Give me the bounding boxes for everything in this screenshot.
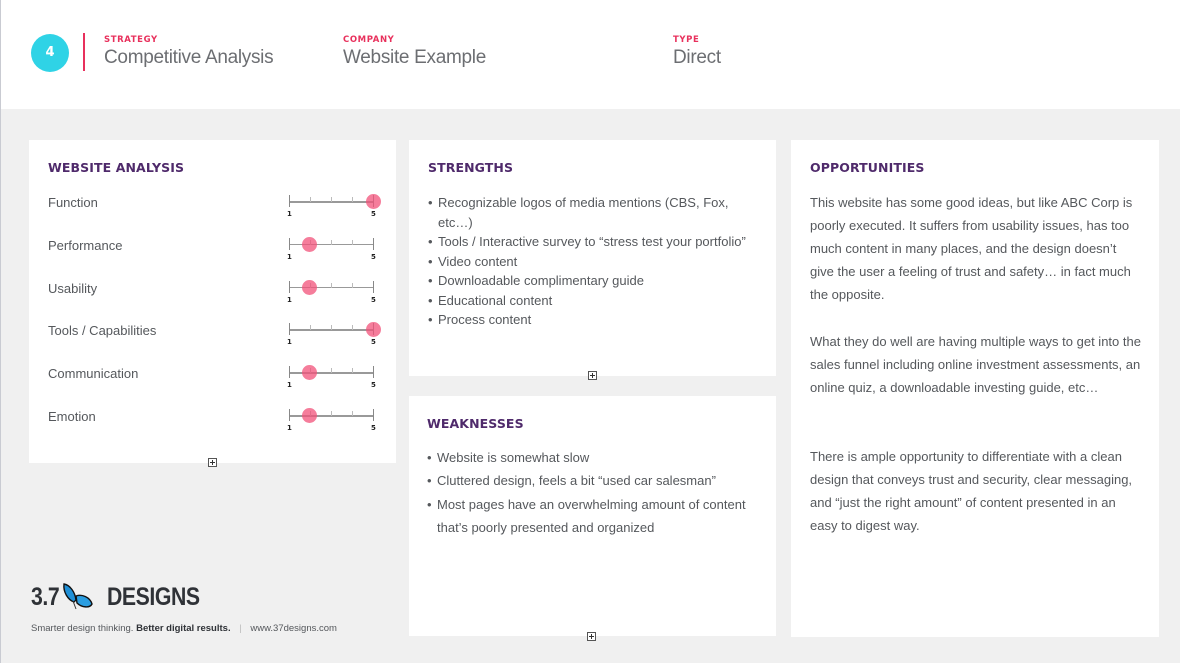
company-logo (31, 580, 216, 614)
list-item: • Tools / Interactive survey to “stress test your portfolio” (428, 232, 760, 252)
scale-tick (289, 323, 290, 335)
scale-min-label: 1 (287, 424, 292, 432)
strengths-list (428, 193, 760, 330)
scale-tick (352, 325, 353, 330)
rating-scale-slider[interactable] (288, 409, 374, 435)
list-item: • Downloadable complimentary guide (428, 271, 760, 291)
rating-scale-slider[interactable] (288, 323, 374, 349)
scale-tick (289, 366, 290, 378)
scale-tick (331, 197, 332, 202)
strategy-value: Competitive Analysis (104, 47, 274, 68)
rating-label: Performance (48, 237, 123, 253)
website-link[interactable]: www.37designs.com (250, 623, 337, 634)
website-analysis-card (29, 140, 396, 463)
scale-min-label: 1 (287, 295, 292, 304)
rating-label: Function (48, 195, 98, 210)
rating-row (48, 323, 388, 353)
scale-max-label: 5 (371, 295, 376, 304)
scale-tick (331, 283, 332, 288)
opportunities-paragraph-2: What they do well are having multiple ways to get into the sales funnel including online investment assessments, an online quiz, a downloadable investing guide, etc… (810, 334, 1141, 396)
list-item: • Process content (428, 310, 760, 330)
weaknesses-list (427, 446, 760, 539)
list-item: • Educational content (428, 291, 760, 311)
rating-row (48, 238, 388, 268)
rating-marker[interactable] (302, 237, 317, 252)
rating-marker[interactable] (302, 365, 317, 380)
scale-tick (352, 197, 353, 202)
rating-label: Emotion (48, 409, 96, 424)
scale-max-label: 5 (371, 252, 376, 261)
rating-row (48, 281, 388, 311)
list-item: • Most pages have an overwhelming amount of content that’s poorly presented and organized (427, 493, 760, 540)
type-label: TYPE (673, 35, 700, 45)
expand-icon[interactable] (208, 458, 217, 467)
strategy-field (104, 35, 273, 70)
tagline-bold: Better digital results. (136, 623, 231, 634)
rating-label: Usability (48, 280, 98, 296)
tagline-regular: Smarter design thinking. (31, 623, 134, 634)
company-field (343, 35, 486, 70)
list-item: • Cluttered design, feels a bit “used car salesman” (427, 469, 760, 492)
opportunities-paragraph-1: This website has some good ideas, but like ABC Corp is poorly executed. It suffers from usability issues, has too much content in many places, and the design doesn’t give the user a feeling of trust and safety… in fact much the opposite. (810, 195, 1133, 303)
rating-row (48, 409, 388, 439)
scale-tick (352, 411, 353, 416)
scale-tick (352, 368, 353, 373)
opportunities-title: OPPORTUNITIES (810, 160, 925, 175)
list-item: • Website is somewhat slow (427, 446, 760, 469)
opportunities-card (791, 140, 1159, 637)
expand-icon[interactable] (588, 371, 597, 380)
opportunities-paragraph-3: There is ample opportunity to differentiate with a clean design that conveys trust and security, clear messaging, and “just the right amount” of content presented in an easy to digest way. (810, 449, 1133, 534)
logo-text-right: DESIGNS (107, 583, 201, 611)
scale-tick (310, 325, 311, 330)
rating-scale-slider[interactable] (288, 366, 374, 392)
strengths-title: STRENGTHS (428, 160, 514, 175)
weaknesses-card (409, 396, 776, 636)
rating-marker[interactable] (366, 194, 381, 209)
scale-tick (373, 281, 374, 293)
rating-label: Tools / Capabilities (48, 323, 157, 339)
header-bar (1, 0, 1180, 109)
scale-max-label: 5 (371, 338, 376, 347)
scale-tick (373, 409, 374, 421)
rating-marker[interactable] (302, 408, 317, 423)
butterfly-icon (60, 582, 96, 612)
strengths-card (409, 140, 776, 376)
rating-marker[interactable] (366, 322, 381, 337)
scale-min-label: 1 (287, 252, 292, 261)
rating-scale-slider[interactable] (288, 195, 374, 221)
scale-tick (289, 409, 290, 421)
scale-min-label: 1 (287, 210, 292, 218)
scale-tick (352, 283, 353, 288)
scale-tick (373, 238, 374, 250)
scale-min-label: 1 (287, 381, 292, 390)
scale-max-label: 5 (371, 424, 376, 432)
type-field (673, 35, 721, 70)
scale-tick (331, 240, 332, 245)
scale-min-label: 1 (287, 338, 292, 347)
type-value: Direct (673, 47, 721, 68)
list-item: • Recognizable logos of media mentions (CBS, Fox, etc…) (428, 193, 760, 232)
scale-tick (331, 325, 332, 330)
scale-tick (352, 240, 353, 245)
list-item: • Video content (428, 252, 760, 272)
scale-tick (331, 411, 332, 416)
rating-label: Communication (48, 366, 139, 382)
scale-tick (373, 366, 374, 378)
scale-max-label: 5 (371, 210, 376, 218)
scale-max-label: 5 (371, 381, 376, 390)
website-analysis-title: WEBSITE ANALYSIS (48, 160, 185, 175)
scale-tick (289, 281, 290, 293)
rating-marker[interactable] (302, 280, 317, 295)
rating-scale-slider[interactable] (288, 238, 374, 264)
scale-tick (289, 238, 290, 250)
scale-tick (310, 197, 311, 202)
logo-text-left: 3.7 (31, 583, 60, 611)
tagline-separator: | (239, 623, 242, 634)
header-divider (83, 33, 85, 71)
tagline (31, 623, 337, 634)
step-number-badge: 4 (31, 34, 69, 72)
scale-tick (331, 368, 332, 373)
company-value: Website Example (343, 47, 486, 68)
strategy-label: STRATEGY (104, 35, 158, 45)
rating-row (48, 366, 388, 396)
expand-icon[interactable] (587, 632, 596, 641)
company-label: COMPANY (343, 35, 395, 45)
weaknesses-title: WEAKNESSES (427, 416, 524, 431)
rating-row (48, 195, 388, 225)
rating-scale-slider[interactable] (288, 281, 374, 307)
scale-tick (289, 195, 290, 207)
